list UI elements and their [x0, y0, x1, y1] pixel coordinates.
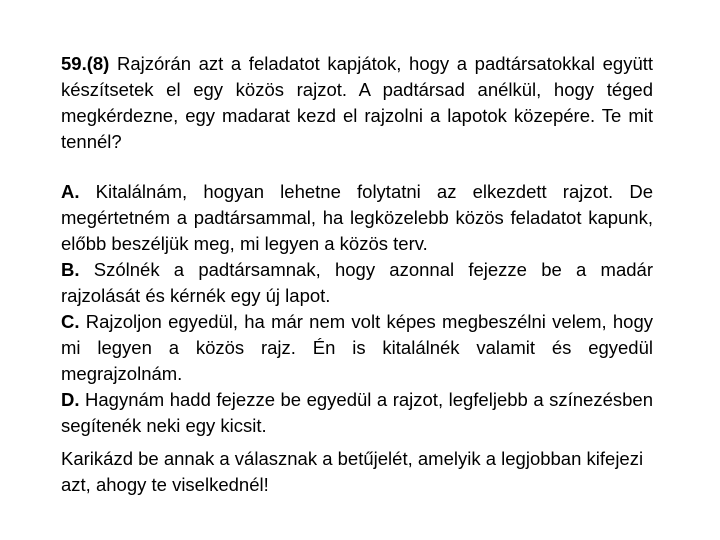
question-points: (8) [86, 53, 110, 74]
answer-option-d[interactable] [61, 387, 653, 439]
question-number: 59. [61, 53, 87, 74]
answer-text-d: Hagynám hadd fejezze be egyedül a rajzot, legfeljebb a színezésben segítenék neki egy kicsit. [61, 389, 653, 436]
answer-option-c[interactable] [61, 309, 653, 387]
answer-letter-c[interactable]: C. [61, 311, 80, 332]
answer-letter-d[interactable]: D. [61, 389, 80, 410]
answer-letter-b[interactable]: B. [61, 259, 80, 280]
question-paragraph [61, 51, 653, 155]
answer-options [61, 179, 653, 439]
answer-letter-a[interactable]: A. [61, 181, 80, 202]
answer-text-b: Szólnék a padtársamnak, hogy azonnal fejezze be a madár rajzolását és kérnék egy új lapot. [61, 259, 653, 306]
question-block [61, 51, 653, 155]
answer-text-a: Kitalálnám, hogyan lehetne folytatni az elkezdett rajzot. De megértetném a padtársammal, ha legközelebb közös feladatot kapunk, előbb beszéljük meg, mi legyen a közös terv. [61, 181, 653, 254]
instruction-block [61, 446, 653, 498]
question-text: Rajzórán azt a feladatot kapjátok, hogy a padtársatokkal együtt készítsetek el egy közös rajzot. A padtársad anélkül, hogy téged megkérdezne, egy madarat kezd el rajzolni a lapotok közepére. Te mit tennél? [61, 53, 654, 152]
instruction-text: Karikázd be annak a válasznak a betűjelét, amelyik a legjobban kifejezi azt, ahogy te viselkednél! [61, 448, 644, 495]
answer-option-a[interactable] [61, 179, 653, 257]
answer-option-b[interactable] [61, 257, 653, 309]
answer-text-c: Rajzoljon egyedül, ha már nem volt képes megbeszélni velem, hogy mi legyen a közös rajz. Én is kitalálnék valamit és egyedül megrajzolnám. [61, 311, 653, 384]
